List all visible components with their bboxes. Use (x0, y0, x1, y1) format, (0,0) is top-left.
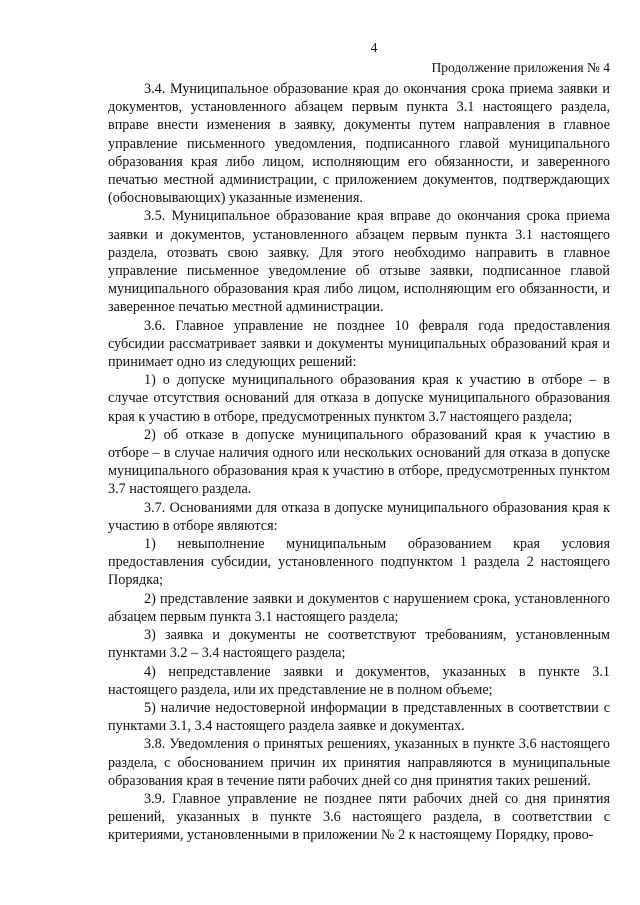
paragraph-3-7-item-1: 1) невыполнение муниципальным образованием края условия предоставления субсидии, установленного подпунктом 1 раздела 2 настоящего Порядка; (108, 536, 610, 589)
paragraph-3-7: 3.7. Основаниями для отказа в допуске муниципального образования края к участию в отборе являются: (108, 499, 610, 534)
paragraph-3-4: 3.4. Муниципальное образование края до окончания срока приема заявки и документов, установленного абзацем первым пункта 3.1 настоящего раздела, вправе внести изменения в заявку, документы путем направления в главное управление письменного уведомления, подписанного главой муниципального образования края либо лицом, исполняющим его обязанности, и заверенного печатью местной администрации, с приложением документов, подтверждающих (обосновывающих) указанные изменения. (108, 81, 610, 207)
paragraph-3-7-item-5: 5) наличие недостоверной информации в представленных в соответствии с пунктами 3.1, 3.4 настоящего раздела заявке и документах. (108, 699, 610, 735)
paragraph-3-7-item-2: 2) представление заявки и документов с нарушением срока, установленного абзацем первым пункта 3.1 настоящего раздела; (108, 590, 610, 625)
paragraph-3-6-item-1: 1) о допуске муниципального образования края к участию в отборе – в случае отсутствия оснований для отказа в допуске муниципального образования края к участию в отборе, предусмотренных пунктом 3.7 настоящего раздела; (108, 372, 610, 425)
paragraph-3-8: 3.8. Уведомления о принятых решениях, указанных в пункте 3.6 настоящего раздела, с обоснованием причин их принятия направляются в муниципальные образования края в течение пяти рабочих дней со дня принятия таких решений. (108, 736, 610, 789)
paragraph-3-7-item-4: 4) непредставление заявки и документов, указанных в пункте 3.1 настоящего раздела, или их представление не в полном объеме; (108, 663, 610, 698)
appendix-reference: Продолжение приложения № 4 (431, 60, 610, 75)
paragraph-3-7-item-3: 3) заявка и документы не соответствуют требованиям, установленным пунктами 3.2 – 3.4 настоящего раздела; (108, 627, 610, 662)
page-number: 4 (370, 40, 378, 55)
paragraph-3-6-item-2: 2) об отказе в допуске муниципального образований края к участию в отборе – в случае наличия одного или нескольких оснований для отказа в допуске муниципального образования края к участию в отборе, предусмотренных пунктом 3.7 настоящего раздела. (108, 426, 610, 498)
paragraph-3-5: 3.5. Муниципальное образование края вправе до окончания срока приема заявки и документов, установленного абзацем первым пункта 3.1 настоящего раздела, отозвать свою заявку. Для этого необходимо направить в главное управление письменное уведомление об отзыве заявки, подписанное главой муниципального образования края либо лицом, исполняющим его обязанности, и заверенное печатью местной администрации. (108, 208, 610, 316)
paragraph-3-9: 3.9. Главное управление не позднее пяти рабочих дней со дня принятия решений, указанных в пункте 3.6 настоящего раздела, в соответствии с критериями, установленными в приложении № 2 к настоящему Порядку, прово- (108, 790, 610, 844)
paragraph-3-6: 3.6. Главное управление не позднее 10 февраля года предоставления субсидии рассматривает заявки и документы муниципальных образований края и принимает одно из следующих решений: (108, 317, 610, 371)
